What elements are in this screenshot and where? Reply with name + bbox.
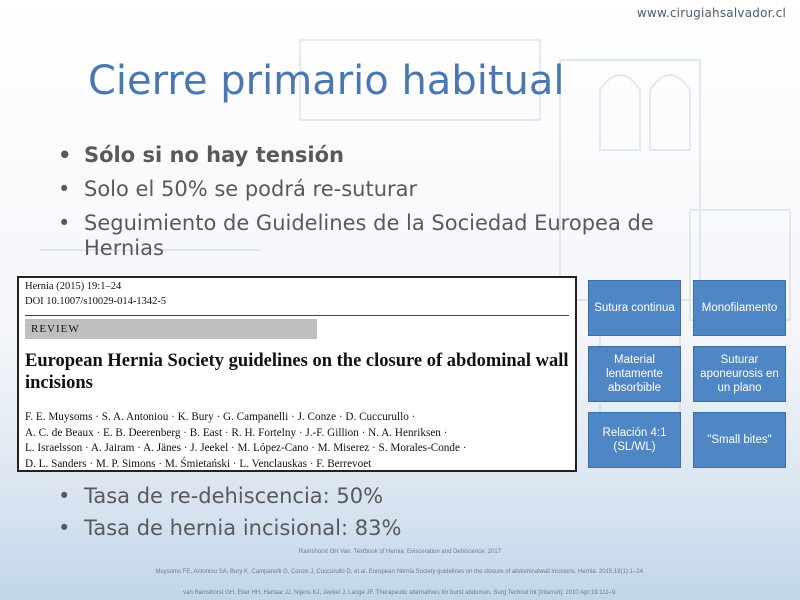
bullet-list-bottom <box>58 484 558 548</box>
paper-authors-line: F. E. Muysoms · S. A. Antoniou · K. Bury · G. Campanelli · J. Conze · D. Cuccurullo · <box>25 411 416 423</box>
tile-suturar-aponeurosis: Suturar aponeurosis en un plano <box>693 346 786 402</box>
paper-doi: DOI 10.1007/s10029-014-1342-5 <box>25 296 167 307</box>
bullet-item: • Sólo si no hay tensión <box>58 143 738 168</box>
bullet-item: • Seguimiento de Guidelines de la Sociedad Europea de Hernias <box>58 211 738 261</box>
tile-material-absorbible: Material lentamente absorbible <box>588 346 681 402</box>
tile-small-bites: "Small bites" <box>693 412 786 468</box>
reference-1: Ramshorst GH Van. Textbook of Hernia. Evisceration and Dehiscence. 2017 <box>298 549 502 555</box>
tile-monofilamento: Monofilamento <box>693 280 786 336</box>
paper-authors-line: L. Israelsson · A. Jairam · A. Jänes · J. Jeekel · M. López-Cano · M. Miserez · S. Morales-Conde · <box>25 442 467 454</box>
website-url: www.cirugiahsalvador.cl <box>636 6 786 20</box>
bullet-item: • Solo el 50% se podrá re-suturar <box>58 177 738 202</box>
reference-3: van Ramshorst GH, Eker HH, Harlaar JJ, Nijens KJ, Jeekel J, Lange JF. Therapeutic alternatives for burst abdomen. Surg Technol Int [Internet]. 2010 Apr;19:111–9. <box>183 590 617 596</box>
paper-authors <box>25 410 575 472</box>
paper-journal: Hernia (2015) 19:1–24 <box>25 281 122 292</box>
bullet-item: • Tasa de hernia incisional: 83% <box>58 516 558 541</box>
paper-authors-line: D. L. Sanders · M. P. Simons · M. Śmietański · L. Venclauskas · F. Berrevoet <box>25 457 372 470</box>
paper-authors-line: A. C. de Beaux · E. B. Deerenberg · B. East · R. H. Fortelny · J.-F. Gillion · N. A. Henriksen · <box>25 426 448 439</box>
bullet-list-top <box>58 143 738 270</box>
paper-section-label: REVIEW <box>25 319 317 339</box>
paper-title: European Hernia Society guidelines on the closure of abdominal wall incisions <box>25 351 569 393</box>
tile-relacion: Relación 4:1 (SL/WL) <box>588 412 681 468</box>
tile-sutura-continua: Sutura continua <box>588 280 681 336</box>
paper-excerpt-image <box>17 276 577 472</box>
slide-title: Cierre primario habitual <box>88 58 565 104</box>
bullet-item: • Tasa de re-dehiscencia: 50% <box>58 484 558 509</box>
paper-divider <box>25 315 569 316</box>
reference-2: Muysoms FE, Antoniou SA, Bury K, Campanelli G, Conze J, Cuccurullo D, et al. European Hernia Society guidelines on the closure of abdominalwall incisions. Hernia. 2015;19(1):1–24. <box>155 569 645 575</box>
